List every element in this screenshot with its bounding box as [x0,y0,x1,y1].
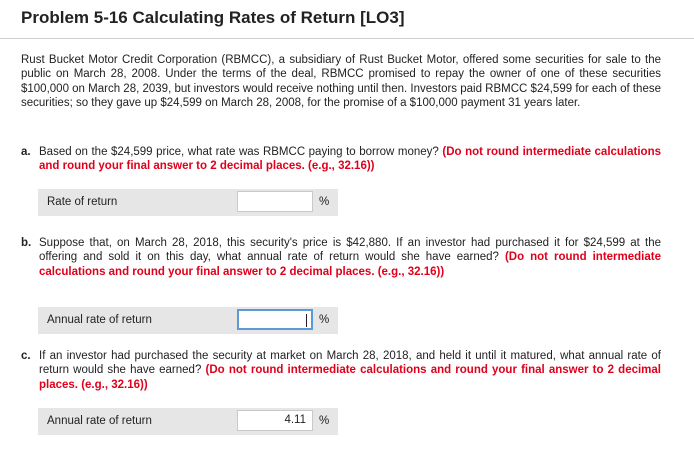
answer-b-label: Annual rate of return [47,314,152,326]
title-divider [0,38,694,39]
question-c-hint: (Do not round intermediate calculations and round your final answer to 2 decimal places. (e.g., 32.16)) [39,364,662,391]
answer-row-c [38,408,338,435]
answer-c-label: Annual rate of return [47,415,152,427]
answer-c-unit: % [319,415,330,427]
question-a-prompt: Based on the $24,599 price, what rate was RBMCC paying to borrow money? [39,146,439,158]
question-b-letter: b. [21,237,32,249]
question-b-text [39,236,661,279]
answer-b-unit: % [319,314,330,326]
question-c-letter: c. [21,350,31,362]
annual-rate-of-return-input-c[interactable]: 4.11 [237,410,313,431]
answer-row-a [38,189,338,216]
annual-rate-of-return-input-b[interactable] [237,309,313,330]
text-caret [306,314,307,327]
question-a-text [39,145,661,174]
answer-row-b [38,307,338,334]
question-a-hint: (Do not round intermediate calculations and round your final answer to 2 decimal places. (e.g., 32.16)) [39,146,661,173]
question-b-prompt: Suppose that, on March 28, 2018, this security's price is $42,880. If an investor had purchased it for $24,599 at the offering and sold it on this day, what annual rate of return would she have earned? [39,237,661,264]
problem-title: Problem 5-16 Calculating Rates of Return [LO3] [21,8,405,27]
question-b [21,236,661,279]
rate-of-return-input[interactable] [237,191,313,212]
question-c-text [39,349,661,392]
answer-a-unit: % [319,196,330,208]
question-a-letter: a. [21,146,31,158]
problem-intro: Rust Bucket Motor Credit Corporation (RBMCC), a subsidiary of Rust Bucket Motor, offered some securities for sale to the public on March 28, 2008. Under the terms of the deal, RBMCC promised to repay the owner of one of these securities $100,000 on March 28, 2039, but investors would receive nothing until then. Investors paid RBMCC $24,599 for each of these securities; so they gave up $24,599 on March 28, 2008, for the promise of a $100,000 payment 31 years later. [21,54,661,110]
answer-a-label: Rate of return [47,196,118,208]
question-c [21,349,661,392]
question-c-prompt: If an investor had purchased the security at market on March 28, 2018, and held it until it matured, what annual rate of return would she have earned? [39,350,661,377]
question-a [21,145,661,174]
question-b-hint: (Do not round intermediate calculations and round your final answer to 2 decimal places. (e.g., 32.16)) [39,251,661,278]
